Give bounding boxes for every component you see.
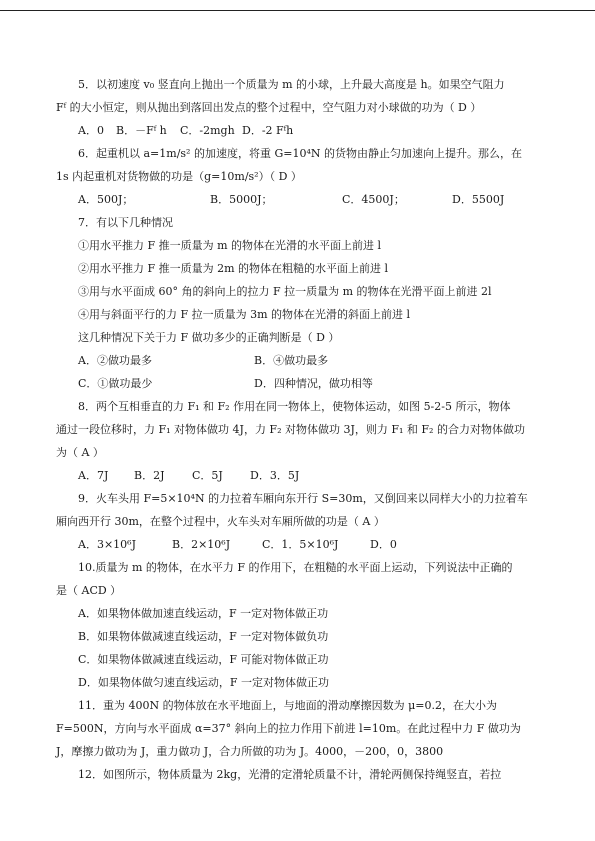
q6-line2: 1s 内起重机对货物做的功是（g=10m/s²）（ D ）: [56, 170, 302, 183]
q10-option-c: C．如果物体做减速直线运动，F 可能对物体做正功: [78, 653, 329, 666]
q10-line2: 是（ ACD ）: [56, 584, 122, 597]
q6-option-c: C．4500J；: [342, 193, 405, 206]
q9-option-c: C．1．5×10⁶J: [262, 538, 339, 551]
q10-option-b: B．如果物体做减速直线运动，F 一定对物体做负功: [78, 630, 329, 643]
q11-line1: 11．重为 400N 的物体放在水平地面上，与地面的滑动摩擦因数为 μ=0.2，在大小为: [78, 699, 497, 712]
q5-option-c: C．-2mgh: [180, 124, 235, 137]
q9-option-d: D．0: [370, 538, 397, 551]
q7-case-3: ③用与水平面成 60° 角的斜向上的拉力 F 拉一质量为 m 的物体在光滑平面上前进 2l: [78, 285, 492, 298]
q7-option-d: D．四种情况，做功相等: [254, 377, 373, 390]
q11-line2: F=500N，方向与水平面成 α=37° 斜向上的拉力作用下前进 l=10m。在此过程中力 F 做功为: [56, 722, 521, 735]
q5-option-b: B．－Fᶠ h: [116, 124, 167, 137]
q8-option-a: A．7J: [78, 469, 109, 482]
q7-option-b: B．④做功最多: [254, 354, 329, 367]
q9-option-a: A．3×10⁶J: [78, 538, 136, 551]
q7-case-4: ④用与斜面平行的力 F 拉一质量为 3m 的物体在光滑的斜面上前进 l: [78, 308, 411, 321]
q8-option-c: C．5J: [192, 469, 223, 482]
q8-option-d: D．3．5J: [250, 469, 300, 482]
q10-line1: 10.质量为 m 的物体，在水平力 F 的作用下，在粗糙的水平面上运动，下列说法中正确的: [78, 561, 513, 574]
q8-line3: 为（ A ）: [56, 446, 104, 459]
q6-option-d: D．5500J: [452, 193, 505, 206]
q7-option-c: C．①做功最少: [78, 377, 153, 390]
q8-line2: 通过一段位移时，力 F₁ 对物体做功 4J，力 F₂ 对物体做功 3J，则力 F₁ 和 F₂ 的合力对物体做功: [56, 423, 525, 436]
q5-option-a: A．0: [78, 124, 104, 137]
q9-option-b: B．2×10⁶J: [172, 538, 231, 551]
q6-line1: 6．起重机以 a=1m/s² 的加速度，将重 G=10⁴N 的货物由静止匀加速向上提升。那么，在: [78, 147, 522, 160]
q7-option-a: A．②做功最多: [78, 354, 152, 367]
q6-option-b: B．5000J；: [210, 193, 273, 206]
q5-option-d: D．-2 Fᶠh: [242, 124, 294, 137]
q10-option-a: A．如果物体做加速直线运动，F 一定对物体做正功: [78, 607, 329, 620]
q6-option-a: A．500J；: [78, 193, 134, 206]
q7-line1: 7．有以下几种情况: [78, 216, 173, 229]
q10-option-d: D．如果物体做匀速直线运动，F 一定对物体做正功: [78, 676, 329, 689]
q7-judge: 这几种情况下关于力 F 做功多少的正确判断是（ D ）: [78, 331, 340, 344]
q12-line1: 12．如图所示，物体质量为 2kg，光滑的定滑轮质量不计，滑轮两侧保持绳竖直，若拉: [78, 768, 502, 781]
q11-line3: J，摩擦力做功为 J，重力做功 J，合力所做的功为 J。4000，－200，0，3800: [56, 745, 444, 758]
q7-case-1: ①用水平推力 F 推一质量为 m 的物体在光滑的水平面上前进 l: [78, 239, 382, 252]
q9-line2: 厢向西开行 30m，在整个过程中，火车头对车厢所做的功是（ A ）: [56, 515, 385, 528]
q9-line1: 9．火车头用 F=5×10⁴N 的力拉着车厢向东开行 S=30m，又倒回来以同样大小的力拉着车: [78, 492, 528, 505]
q5-line1: 5．以初速度 v₀ 竖直向上抛出一个质量为 m 的小球，上升最大高度是 h。如果空气阻力: [78, 78, 505, 91]
q7-case-2: ②用水平推力 F 推一质量为 2m 的物体在粗糙的水平面上前进 l: [78, 262, 389, 275]
q8-line1: 8．两个互相垂直的力 F₁ 和 F₂ 作用在同一物体上，使物体运动，如图 5-2-5 所示，物体: [78, 400, 511, 413]
q8-option-b: B．2J: [134, 469, 165, 482]
q5-line2: Fᶠ 的大小恒定，则从抛出到落回出发点的整个过程中，空气阻力对小球做的功为（ D ）: [56, 101, 482, 114]
